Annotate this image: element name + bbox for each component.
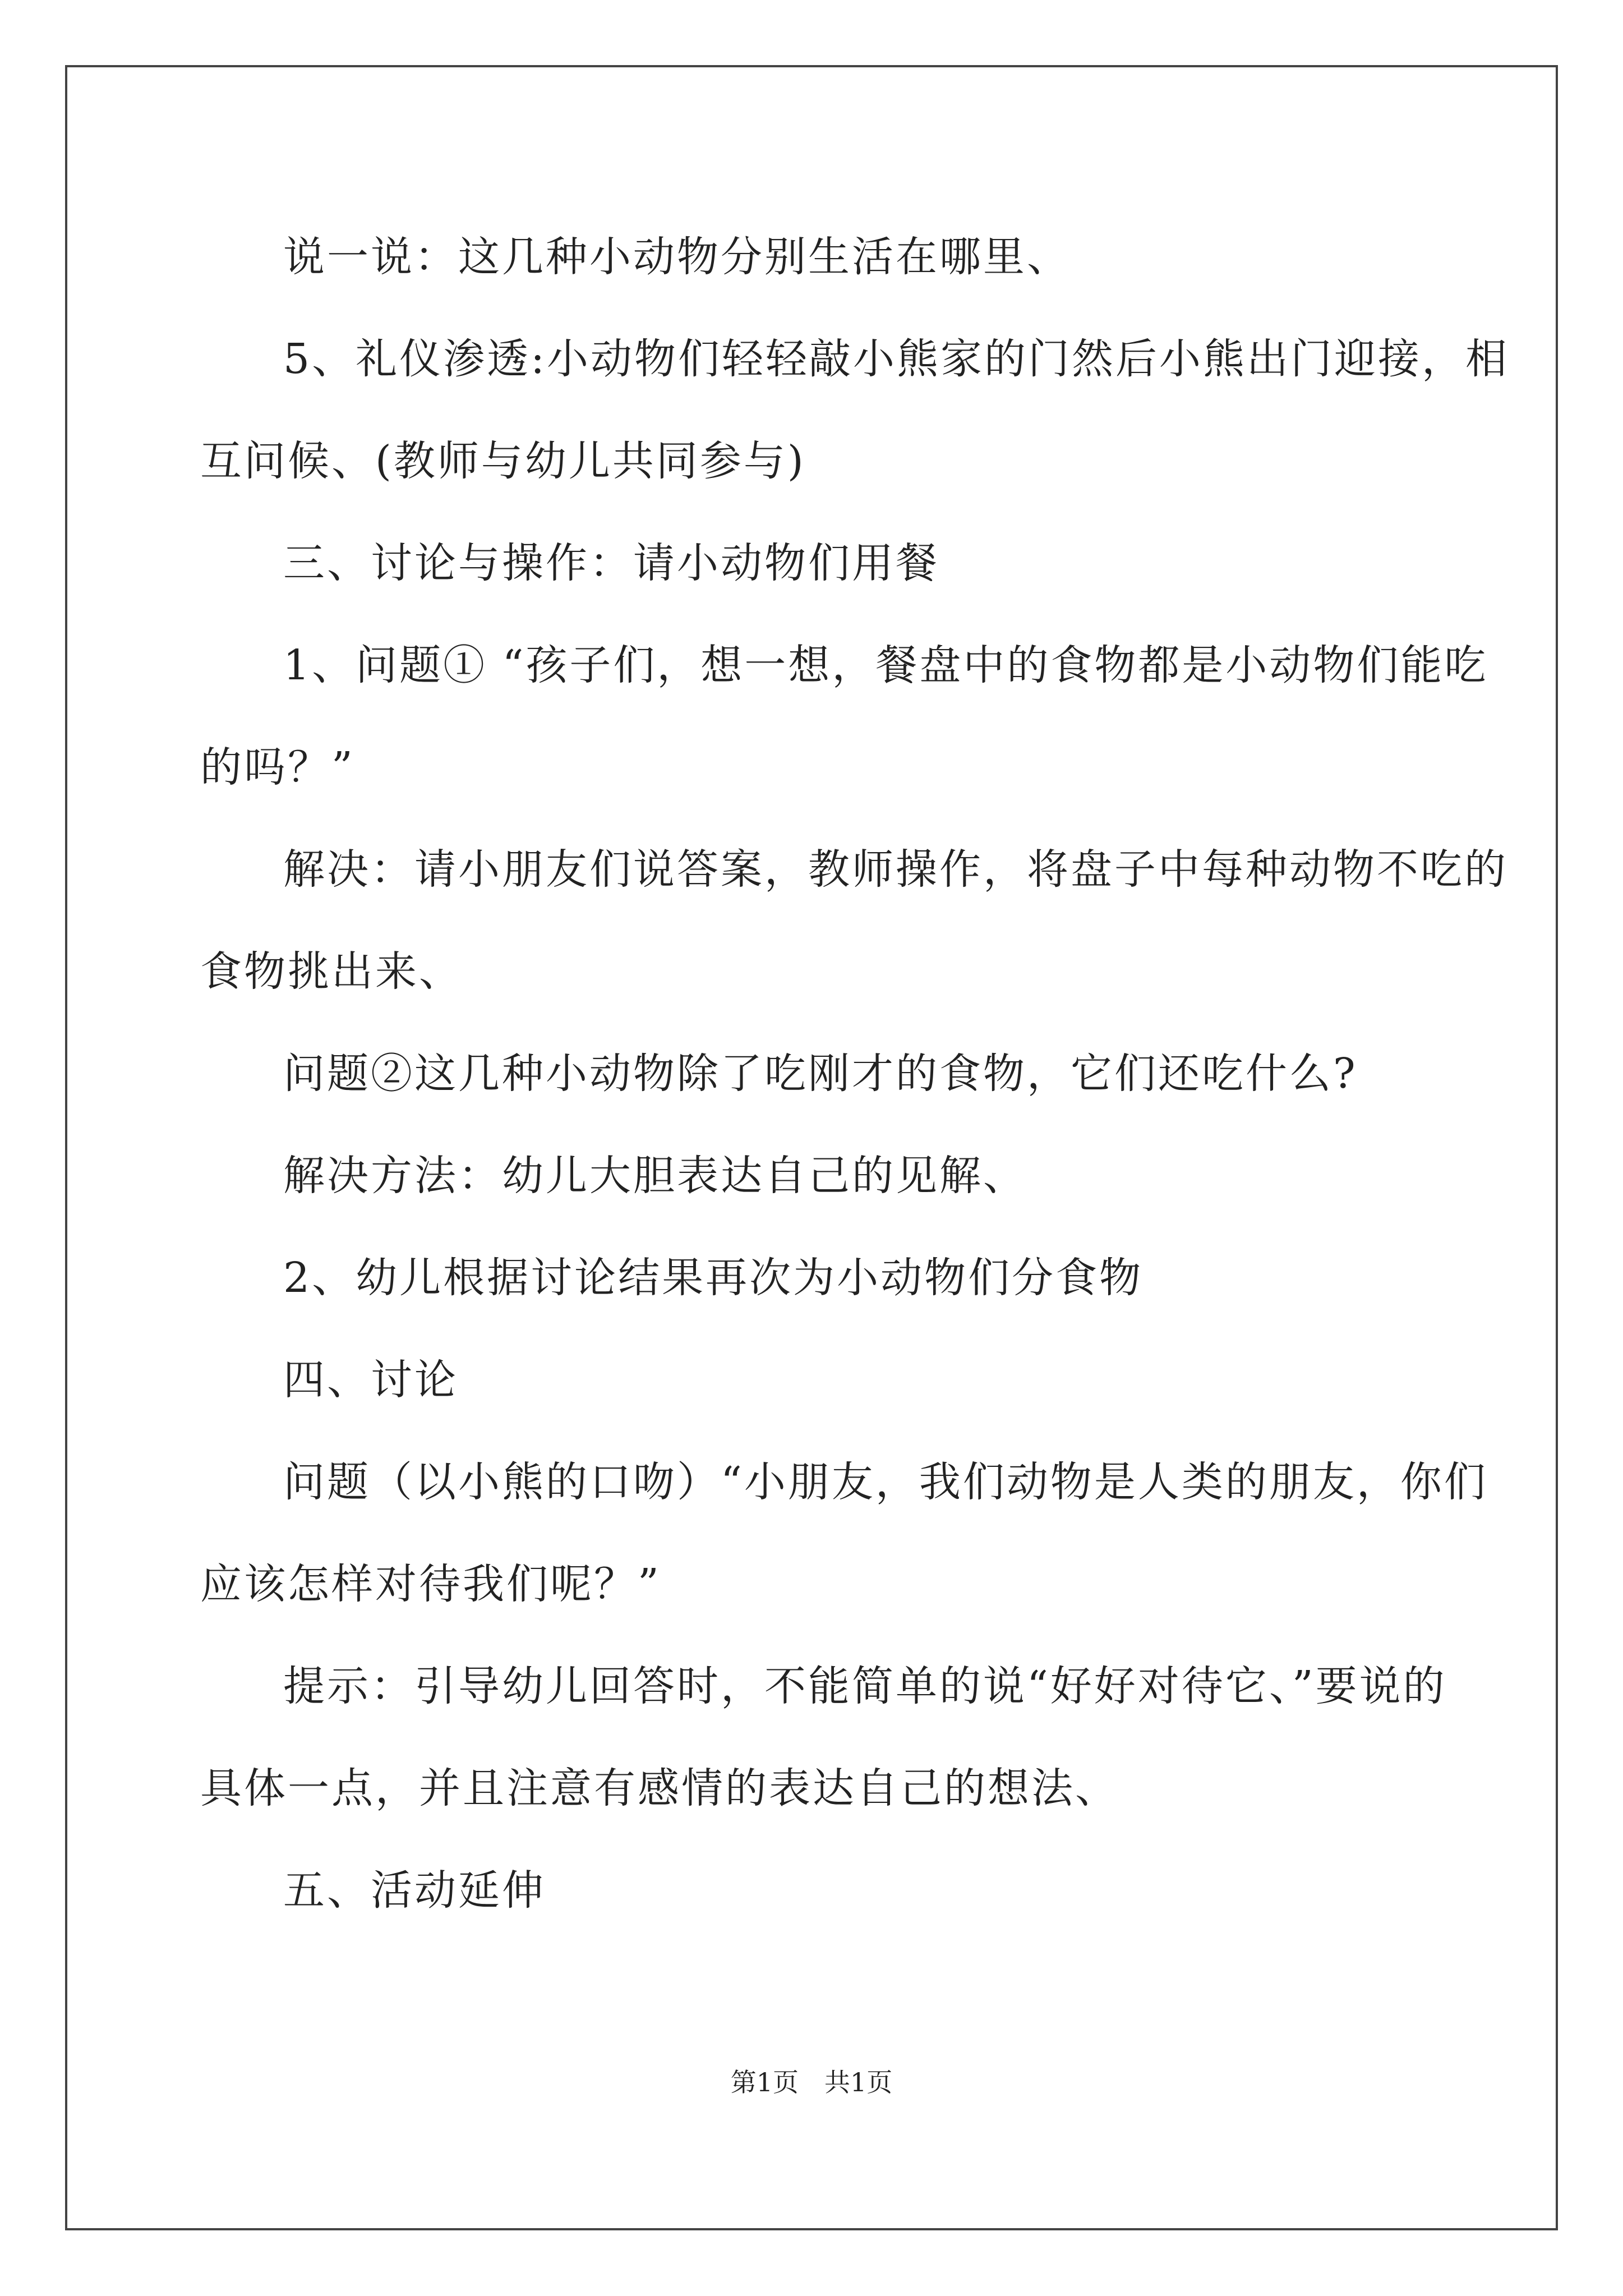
text-line: 提示：引导幼儿回答时，不能简单的说“好好对待它、”要说的	[283, 1662, 1447, 1710]
text-line: 解决：请小朋友们说答案，教师操作，将盘子中每种动物不吃的	[283, 845, 1508, 894]
text-line: 具体一点，并且注意有感情的表达自己的想法、	[200, 1764, 1119, 1812]
section-heading: 三、讨论与操作：请小动物们用餐	[283, 539, 939, 587]
text-line: 问题（以小熊的口吻）“小朋友，我们动物是人类的朋友，你们	[283, 1458, 1488, 1506]
text-line: 1、问题① “孩子们，想一想，餐盘中的食物都是小动物们能吃	[283, 641, 1488, 689]
text-line: 应该怎样对待我们呢？”	[200, 1560, 661, 1608]
text-line: 问题②这几种小动物除了吃刚才的食物，它们还吃什么?	[283, 1050, 1358, 1098]
text-line: 食物挑出来、	[200, 947, 463, 996]
section-heading: 五、活动延伸	[283, 1866, 546, 1915]
section-heading: 四、讨论	[283, 1356, 458, 1404]
text-line: 2、幼儿根据讨论结果再次为小动物们分食物	[283, 1254, 1144, 1302]
text-line: 解决方法：幼儿大胆表达自己的见解、	[283, 1152, 1027, 1200]
text-line: 的吗？”	[200, 743, 355, 792]
text-line: 互问候、(教师与幼儿共同参与)	[200, 437, 806, 485]
text-line: 说一说：这几种小动物分别生活在哪里、	[283, 233, 1071, 281]
page-footer: 第1页 共1页	[730, 2067, 893, 2097]
text-line: 5、礼仪渗透:小动物们轻轻敲小熊家的门然后小熊出门迎接，相	[283, 335, 1510, 383]
